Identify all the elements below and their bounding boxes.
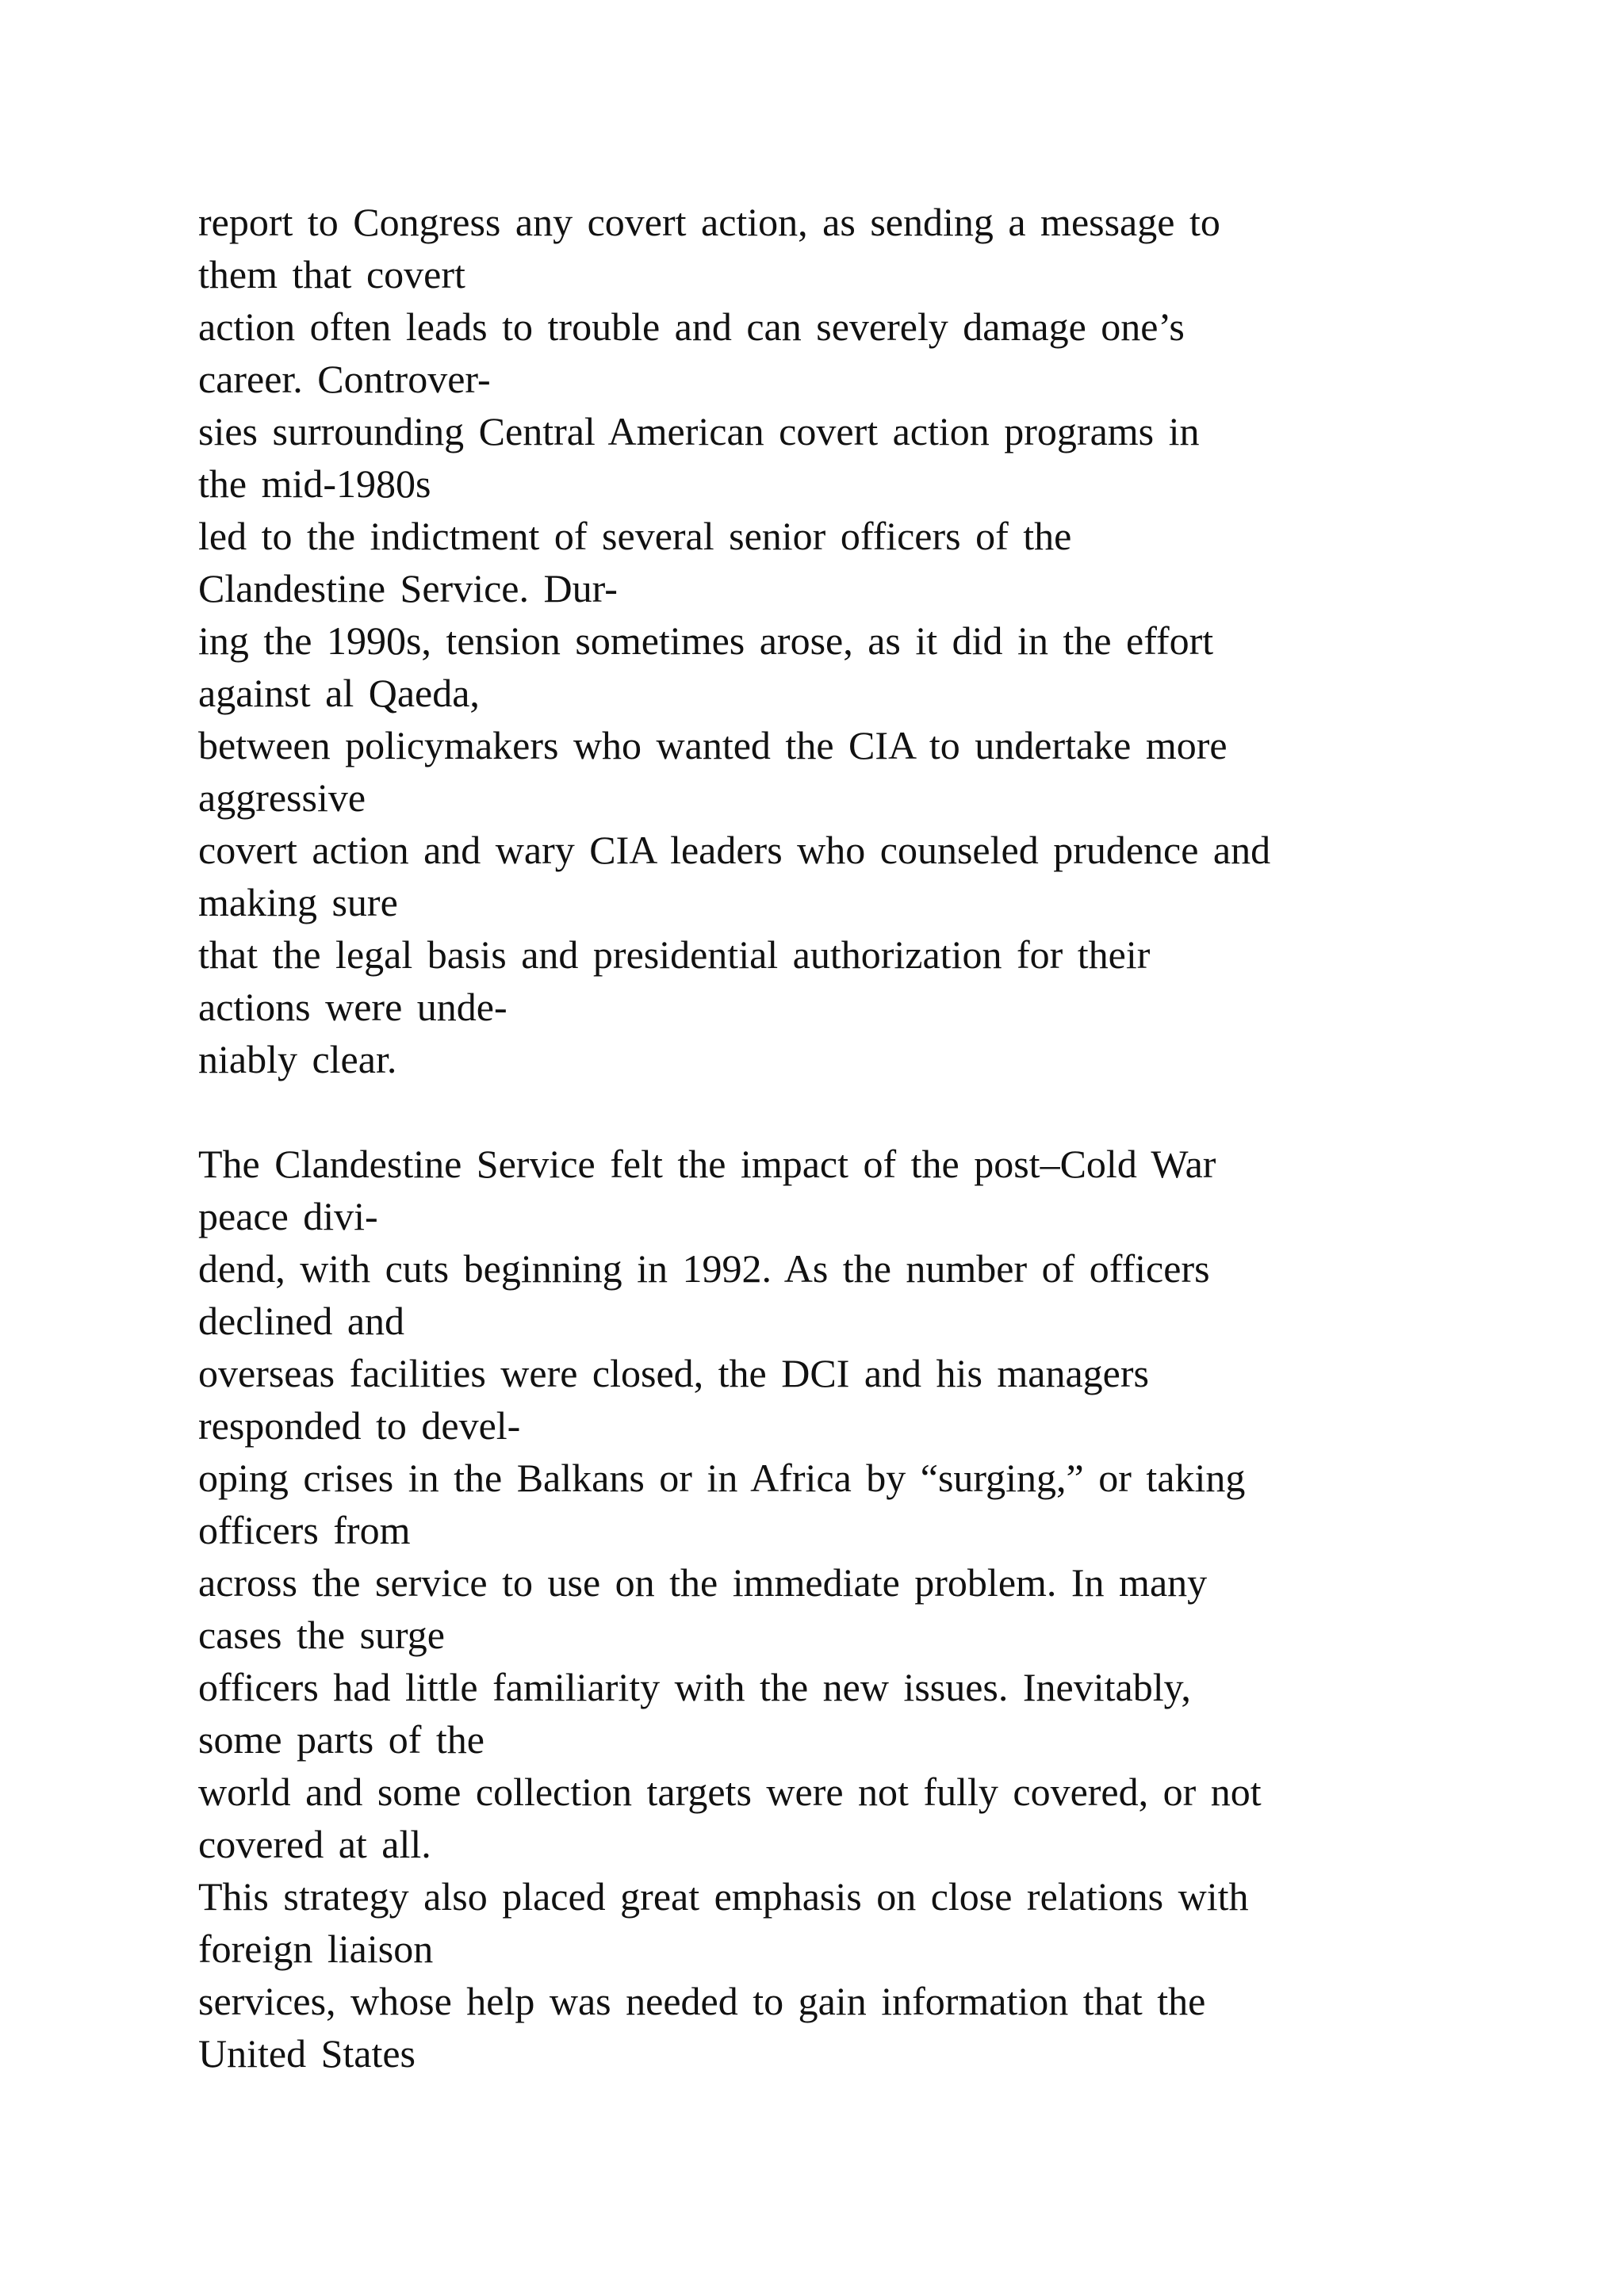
text-line: officers had little familiarity with the new issues. Inevitably, [198, 1665, 1191, 1709]
text-line: the mid-1980s [198, 461, 431, 506]
text-line: world and some collection targets were not fully covered, or not [198, 1770, 1262, 1814]
text-line: United States [198, 2031, 416, 2076]
text-line: ing the 1990s, tension sometimes arose, as it did in the effort [198, 618, 1214, 663]
text-line: report to Congress any covert action, as sending a message to [198, 200, 1220, 244]
text-line: that the legal basis and presidential authorization for their [198, 932, 1151, 977]
text-line: declined and [198, 1299, 405, 1343]
text-line: career. Controver- [198, 357, 491, 401]
text-line: This strategy also placed great emphasis on close relations with [198, 1874, 1249, 1919]
paragraph-clandestine-service [198, 1138, 1546, 2080]
text-line: them that covert [198, 252, 465, 297]
text-line: action often leads to trouble and can severely damage one’s [198, 304, 1185, 349]
text-line: peace divi- [198, 1194, 378, 1238]
text-line: covered at all. [198, 1822, 431, 1866]
text-line: some parts of the [198, 1717, 485, 1762]
text-line: officers from [198, 1508, 411, 1552]
text-line: foreign liaison [198, 1927, 434, 1971]
text-line: making sure [198, 880, 398, 924]
text-line: cases the surge [198, 1613, 445, 1657]
text-line: across the service to use on the immediate problem. In many [198, 1560, 1208, 1605]
text-line: responded to devel- [198, 1403, 521, 1448]
text-line: against al Qaeda, [198, 671, 480, 715]
text-line: The Clandestine Service felt the impact of the post–Cold War [198, 1142, 1216, 1186]
text-line: between policymakers who wanted the CIA to undertake more [198, 723, 1228, 767]
text-line: actions were unde- [198, 985, 508, 1029]
text-line: Clandestine Service. Dur- [198, 566, 618, 610]
text-line: covert action and wary CIA leaders who counseled prudence and [198, 828, 1271, 872]
text-line: niably clear. [198, 1037, 397, 1081]
text-line: led to the indictment of several senior officers of the [198, 514, 1072, 558]
text-line: dend, with cuts beginning in 1992. As the number of officers [198, 1246, 1210, 1291]
text-line: overseas facilities were closed, the DCI and his managers [198, 1351, 1149, 1395]
text-line: aggressive [198, 775, 366, 820]
text-line: oping crises in the Balkans or in Africa by “surging,” or taking [198, 1456, 1246, 1500]
text-line: services, whose help was needed to gain information that the [198, 1979, 1206, 2023]
paragraph-covert-action [198, 196, 1546, 1085]
text-line: sies surrounding Central American covert action programs in [198, 409, 1200, 453]
